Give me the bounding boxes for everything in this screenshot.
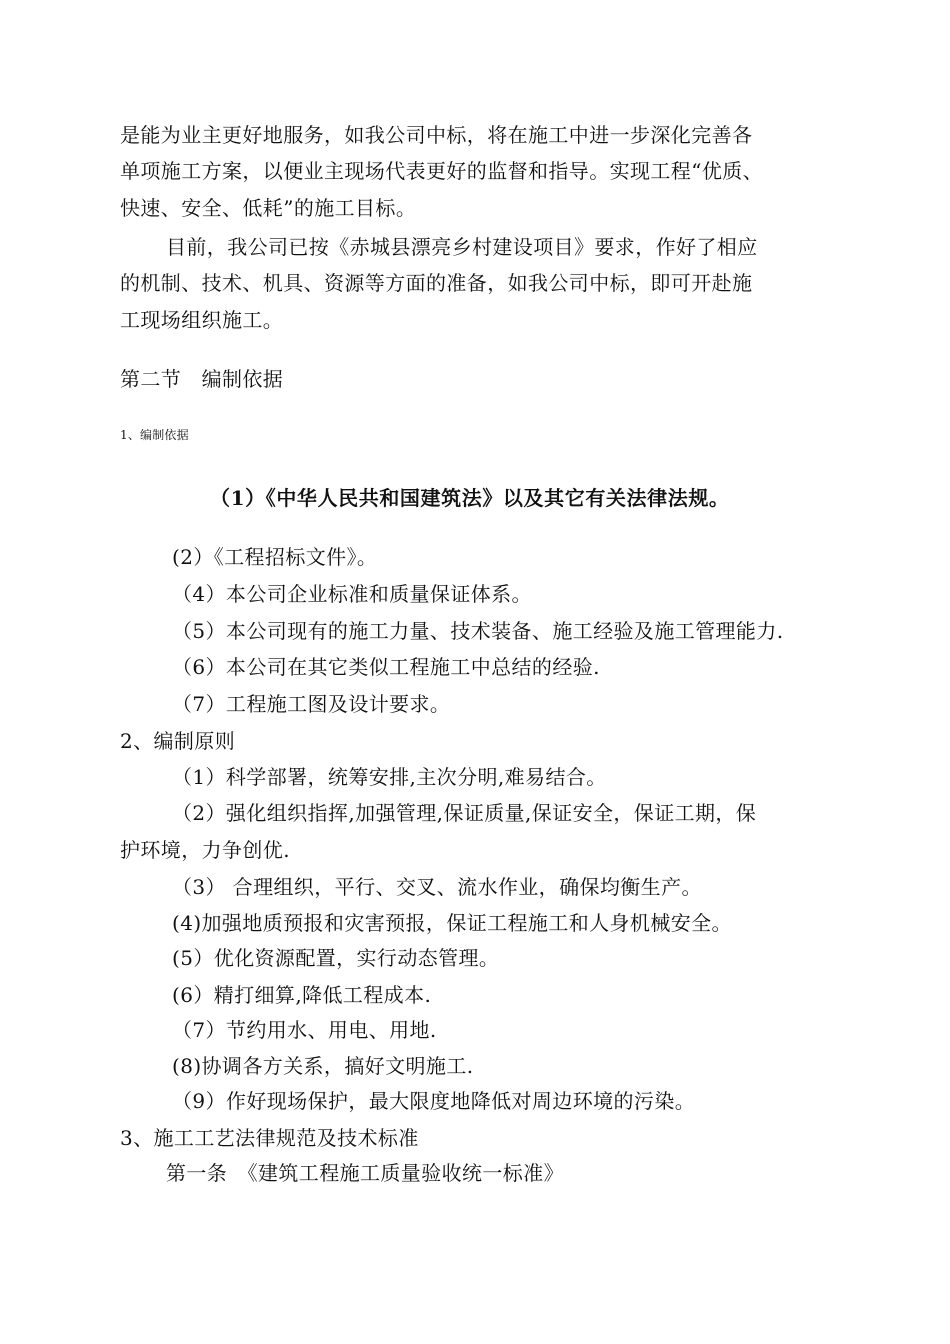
principle-6: (6）精打细算,降低工程成本.: [172, 983, 432, 1007]
intro-line-3: 快速、安全、低耗”的施工目标。: [120, 196, 417, 220]
intro-line-1: 是能为业主更好地服务，如我公司中标，将在施工中进一步深化完善各: [120, 123, 753, 147]
intro-line-5: 的机制、技术、机具、资源等方面的准备，如我公司中标，即可开赴施: [120, 271, 753, 295]
principles-heading: 2、编制原则: [120, 729, 236, 753]
principle-7: （7）节约用水、用电、用地.: [172, 1018, 437, 1042]
intro-line-2: 单项施工方案，以便业主现场代表更好的监督和指导。实现工程“优质、: [120, 159, 764, 183]
principle-3: （3） 合理组织，平行、交叉、流水作业，确保均衡生产。: [172, 875, 702, 899]
basis-item-7: （7）工程施工图及设计要求。: [172, 692, 451, 716]
principle-5: (5）优化资源配置，实行动态管理。: [172, 946, 500, 970]
basis-item-6: （6）本公司在其它类似工程施工中总结的经验.: [172, 655, 600, 679]
standards-heading: 3、施工工艺法律规范及技术标准: [120, 1126, 419, 1150]
principle-9: （9）作好现场保护，最大限度地降低对周边环境的污染。: [172, 1089, 696, 1113]
basis-item-4: （4）本公司企业标准和质量保证体系。: [172, 582, 532, 606]
principle-2-line-1: （2）强化组织指挥,加强管理,保证质量,保证安全，保证工期，保: [172, 801, 757, 825]
intro-line-4: 目前，我公司已按《赤城县漂亮乡村建设项目》要求，作好了相应: [166, 235, 758, 259]
principle-1: （1）科学部署，统筹安排,主次分明,难易结合。: [172, 765, 607, 789]
principle-2-line-2: 护环境，力争创优.: [120, 838, 290, 862]
basis-item-2: (2）《工程招标文件》。: [172, 545, 378, 569]
basis-item-5: （5）本公司现有的施工力量、技术装备、施工经验及施工管理能力.: [172, 619, 784, 643]
section-subheading: 1、编制依据: [120, 428, 189, 442]
intro-line-6: 工现场组织施工。: [120, 308, 284, 332]
principle-8: (8)协调各方关系，搞好文明施工.: [172, 1054, 474, 1078]
principle-4: (4)加强地质预报和灾害预报，保证工程施工和人身机械安全。: [172, 911, 732, 935]
basis-item-1: （1）《中华人民共和国建筑法》以及其它有关法律法规。: [210, 486, 730, 510]
section-title: 第二节 编制依据: [120, 367, 284, 391]
standards-article-1: 第一条 《建筑工程施工质量验收统一标准》: [166, 1161, 564, 1185]
